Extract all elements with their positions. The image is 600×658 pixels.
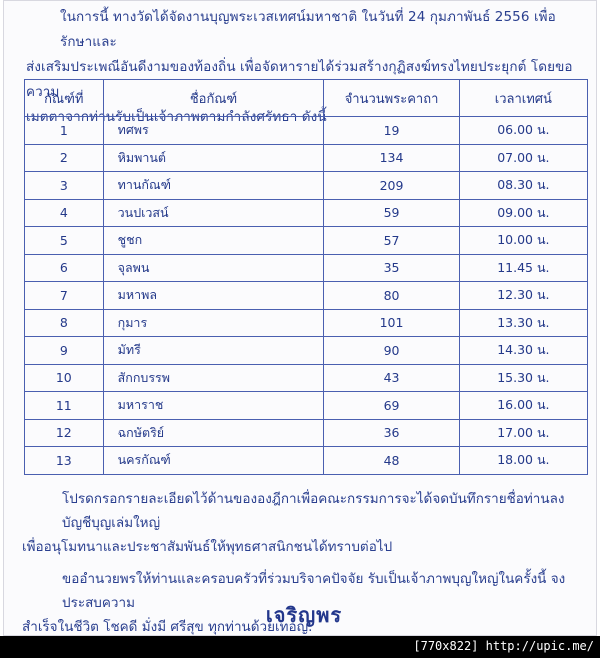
verse-count: 35 [324, 254, 459, 282]
table-row [25, 172, 588, 200]
table-row [25, 337, 588, 365]
episode-name: ฉกษัตริย์ [103, 419, 324, 447]
blessing-line-2: สำเร็จในชีวิต โชคดี มั่งมี ศรีสุข ทุกท่านด้วยเทอญ. [22, 619, 313, 635]
episode-no: 2 [25, 144, 104, 172]
header-sermon-time: เวลาเทศน์ [459, 80, 587, 117]
image-host-footer [0, 636, 600, 658]
sermon-time: 06.00 น. [459, 117, 587, 145]
table-row [25, 392, 588, 420]
episode-name: มหาพล [103, 282, 324, 310]
episode-no: 8 [25, 309, 104, 337]
sermon-time: 10.00 น. [459, 227, 587, 255]
verse-count: 80 [324, 282, 459, 310]
table-header-row [25, 80, 588, 117]
table-row [25, 447, 588, 475]
blessing-line-1: ขออำนวยพรให้ท่านและครอบครัวที่ร่วมบริจาคปัจจัย รับเป็นเจ้าภาพบุญใหญ่ในครั้งนี้ จงประสบความ [62, 571, 566, 611]
note-line-2: เพื่ออนุโมทนาและประชาสัมพันธ์ให้พุทธศาสนิกชนได้ทราบต่อไป [22, 539, 393, 555]
episode-name: หิมพานต์ [103, 144, 324, 172]
episode-no: 11 [25, 392, 104, 420]
episode-name: สักกบรรพ [103, 364, 324, 392]
episode-no: 1 [25, 117, 104, 145]
episode-no: 10 [25, 364, 104, 392]
table-body [25, 117, 588, 475]
episode-name: ทศพร [103, 117, 324, 145]
intro-line-1: ในการนี้ ทางวัดได้จัดงานบุญพระเวสเทศน์มหาชาติ ในวันที่ 24 กุมภาพันธ์ 2556 เพื่อรักษาและ [60, 9, 556, 50]
episode-name: จุลพน [103, 254, 324, 282]
document-page [3, 0, 597, 636]
episode-name: นครกัณฑ์ [103, 447, 324, 475]
sermon-time: 11.45 น. [459, 254, 587, 282]
verse-count: 59 [324, 199, 459, 227]
episode-name: มัทรี [103, 337, 324, 365]
sermon-time: 14.30 น. [459, 337, 587, 365]
sermon-time: 16.00 น. [459, 392, 587, 420]
verse-count: 43 [324, 364, 459, 392]
sermon-time: 09.00 น. [459, 199, 587, 227]
episode-no: 4 [25, 199, 104, 227]
signature-closing: เจริญพร [265, 603, 343, 627]
table-row [25, 144, 588, 172]
episode-name: วนปเวสน์ [103, 199, 324, 227]
episode-no: 7 [25, 282, 104, 310]
sermon-time: 18.00 น. [459, 447, 587, 475]
episode-name: กุมาร [103, 309, 324, 337]
verse-count: 209 [324, 172, 459, 200]
verse-count: 57 [324, 227, 459, 255]
header-verse-count: จำนวนพระคาถา [324, 80, 459, 117]
episode-no: 12 [25, 419, 104, 447]
verse-count: 19 [324, 117, 459, 145]
verse-count: 90 [324, 337, 459, 365]
table-row [25, 309, 588, 337]
sermon-time: 07.00 น. [459, 144, 587, 172]
episode-no: 3 [25, 172, 104, 200]
sermon-time: 12.30 น. [459, 282, 587, 310]
table-row [25, 254, 588, 282]
header-episode-no: กัณฑ์ที่ [25, 80, 104, 117]
table-row [25, 117, 588, 145]
table-row [25, 227, 588, 255]
table-row [25, 419, 588, 447]
verse-count: 69 [324, 392, 459, 420]
episode-no: 9 [25, 337, 104, 365]
episode-no: 5 [25, 227, 104, 255]
verse-count: 36 [324, 419, 459, 447]
episode-name: ชูชก [103, 227, 324, 255]
sermon-schedule-table [24, 79, 588, 475]
table-row [25, 199, 588, 227]
intro-line-2: ส่งเสริมประเพณีอันดีงามของท้องถิ่น เพื่อจัดหารายได้ร่วมสร้างกุฏิสงฆ์ทรงไทยประยุกต์ โดยขอความ [26, 59, 573, 100]
sermon-time: 17.00 น. [459, 419, 587, 447]
intro-line-3: เมตตาจากท่านรับเป็นเจ้าภาพตามกำลังศรัทธา ดังนี้ [26, 109, 327, 125]
sermon-time: 15.30 น. [459, 364, 587, 392]
sermon-time: 13.30 น. [459, 309, 587, 337]
verse-count: 134 [324, 144, 459, 172]
verse-count: 101 [324, 309, 459, 337]
table-row [25, 364, 588, 392]
sermon-time: 08.30 น. [459, 172, 587, 200]
verse-count: 48 [324, 447, 459, 475]
note-line-1: โปรดกรอกรายละเอียดไว้ด้านขององฎีกาเพื่อคณะกรรมการจะได้จดบันทึกรายชื่อท่านลงบัญชีบุญเล่มใหญ่ [62, 491, 565, 531]
episode-no: 6 [25, 254, 104, 282]
episode-name: มหาราช [103, 392, 324, 420]
header-episode-name: ชื่อกัณฑ์ [103, 80, 324, 117]
table-row [25, 282, 588, 310]
episode-name: ทานกัณฑ์ [103, 172, 324, 200]
episode-no: 13 [25, 447, 104, 475]
image-host-link[interactable]: [770x822] http://upic.me/ [413, 639, 594, 653]
